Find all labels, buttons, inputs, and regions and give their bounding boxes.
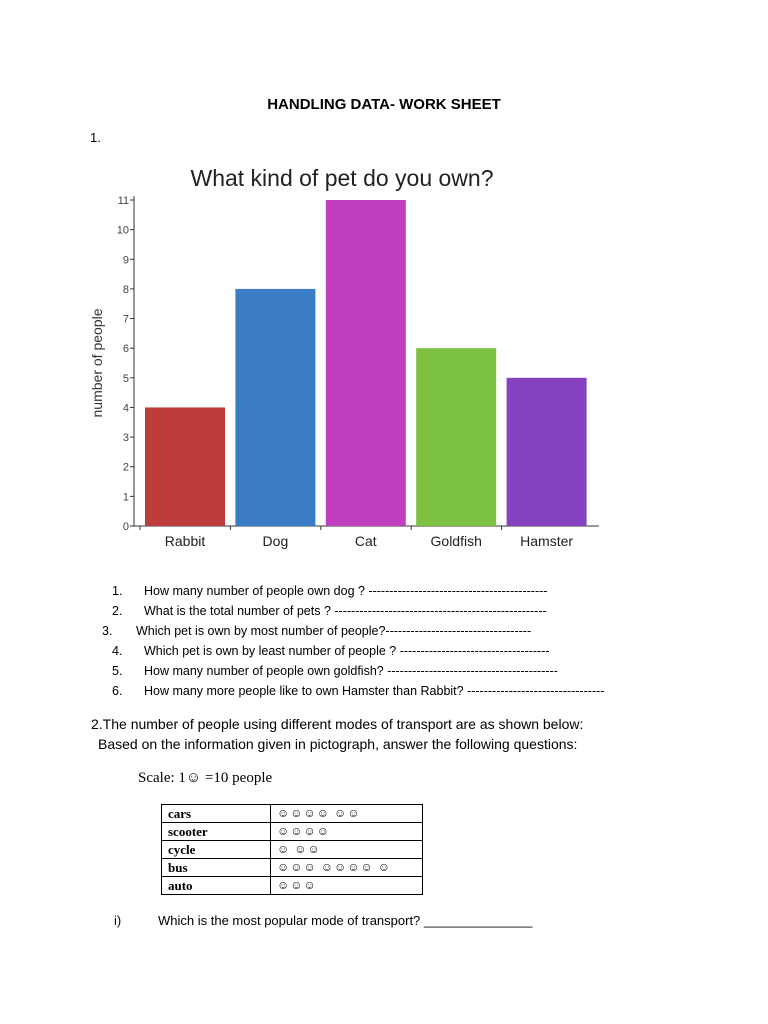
- y-tick-label: 10: [116, 224, 129, 237]
- y-tick-label: 6: [122, 343, 129, 356]
- y-tick-label: 9: [122, 254, 129, 267]
- question-num: 2.: [112, 604, 123, 618]
- y-tick-label: 1: [122, 491, 129, 504]
- smiley-icons: ☺☺☺☺ ☺☺: [271, 805, 423, 823]
- y-tick-label: 8: [122, 283, 129, 296]
- section-2-line2: Based on the information given in pictograph, answer the following questions:: [98, 736, 578, 752]
- mode-cell: cycle: [162, 841, 271, 859]
- chart-title: What kind of pet do you own?: [190, 165, 494, 191]
- y-tick-label: 0: [122, 521, 129, 533]
- bar-rabbit: [145, 407, 225, 526]
- question-item: [112, 661, 604, 681]
- question-item: [102, 621, 594, 641]
- question-num: 1.: [112, 584, 123, 598]
- y-tick-label: 5: [122, 372, 129, 385]
- y-tick-label: 7: [122, 313, 129, 326]
- question-num: 6.: [112, 684, 123, 698]
- x-tick-label: Hamster: [520, 533, 574, 549]
- section-2-intro: [91, 714, 583, 754]
- question-num: 3.: [102, 624, 113, 638]
- mode-cell: auto: [162, 877, 271, 895]
- table-row: [162, 823, 423, 841]
- question-text: Which pet is own by least number of people ? ------------------------------------: [144, 644, 550, 658]
- bar-dog: [235, 289, 315, 526]
- bar-goldfish: [416, 348, 496, 526]
- smiley-icons: ☺☺☺: [271, 877, 423, 895]
- x-tick-label: Dog: [262, 533, 289, 549]
- mode-cell: scooter: [162, 823, 271, 841]
- pet-bar-chart: [86, 150, 616, 570]
- question-text: How many more people like to own Hamster than Rabbit? ---------------------------------: [144, 684, 605, 698]
- y-axis-label: number of people: [89, 308, 105, 418]
- question-num: i): [114, 913, 122, 928]
- table-row: [162, 841, 423, 859]
- question-item: [112, 641, 604, 661]
- question-text: Which is the most popular mode of transport? _______________: [158, 913, 533, 928]
- question-item: [112, 581, 604, 601]
- table-row: [162, 877, 423, 895]
- x-tick-label: Goldfish: [430, 533, 482, 549]
- pictograph-scale: Scale: 1☺ =10 people: [138, 770, 273, 786]
- question-text: Which pet is own by most number of people?-----------------------------------: [136, 624, 532, 638]
- table-row: [162, 805, 423, 823]
- table-row: [162, 859, 423, 877]
- worksheet-title: HANDLING DATA- WORK SHEET: [267, 96, 501, 113]
- pictograph-table: [161, 804, 423, 895]
- bar-hamster: [507, 378, 587, 526]
- mode-cell: cars: [162, 805, 271, 823]
- question-text: How many number of people own goldfish? -----------------------------------------: [144, 664, 558, 678]
- question-list: [102, 581, 605, 701]
- smiley-icons: ☺☺☺ ☺☺☺☺ ☺: [271, 859, 423, 877]
- smiley-icons: ☺☺☺☺: [271, 823, 423, 841]
- y-tick-label: 4: [122, 402, 129, 415]
- question-item: [112, 681, 604, 701]
- y-tick-label: 2: [122, 461, 129, 474]
- x-tick-label: Cat: [354, 533, 377, 549]
- y-tick-label: 11: [117, 195, 129, 207]
- question-item: [112, 601, 604, 621]
- question-num: 4.: [112, 644, 123, 658]
- question-text: How many number of people own dog ? -------------------------------------------: [144, 584, 548, 598]
- bar-cat: [326, 200, 406, 526]
- x-tick-label: Rabbit: [164, 533, 206, 549]
- smiley-icons: ☺ ☺☺: [271, 841, 423, 859]
- section-2-line1: 2.The number of people using different modes of transport are as shown below:: [91, 716, 584, 732]
- question-i: [114, 913, 532, 928]
- y-tick-label: 3: [122, 432, 129, 445]
- question-num: 5.: [112, 664, 123, 678]
- question-text: What is the total number of pets ? ---------------------------------------------------: [144, 604, 547, 618]
- question-number: 1.: [90, 130, 101, 145]
- mode-cell: bus: [162, 859, 271, 877]
